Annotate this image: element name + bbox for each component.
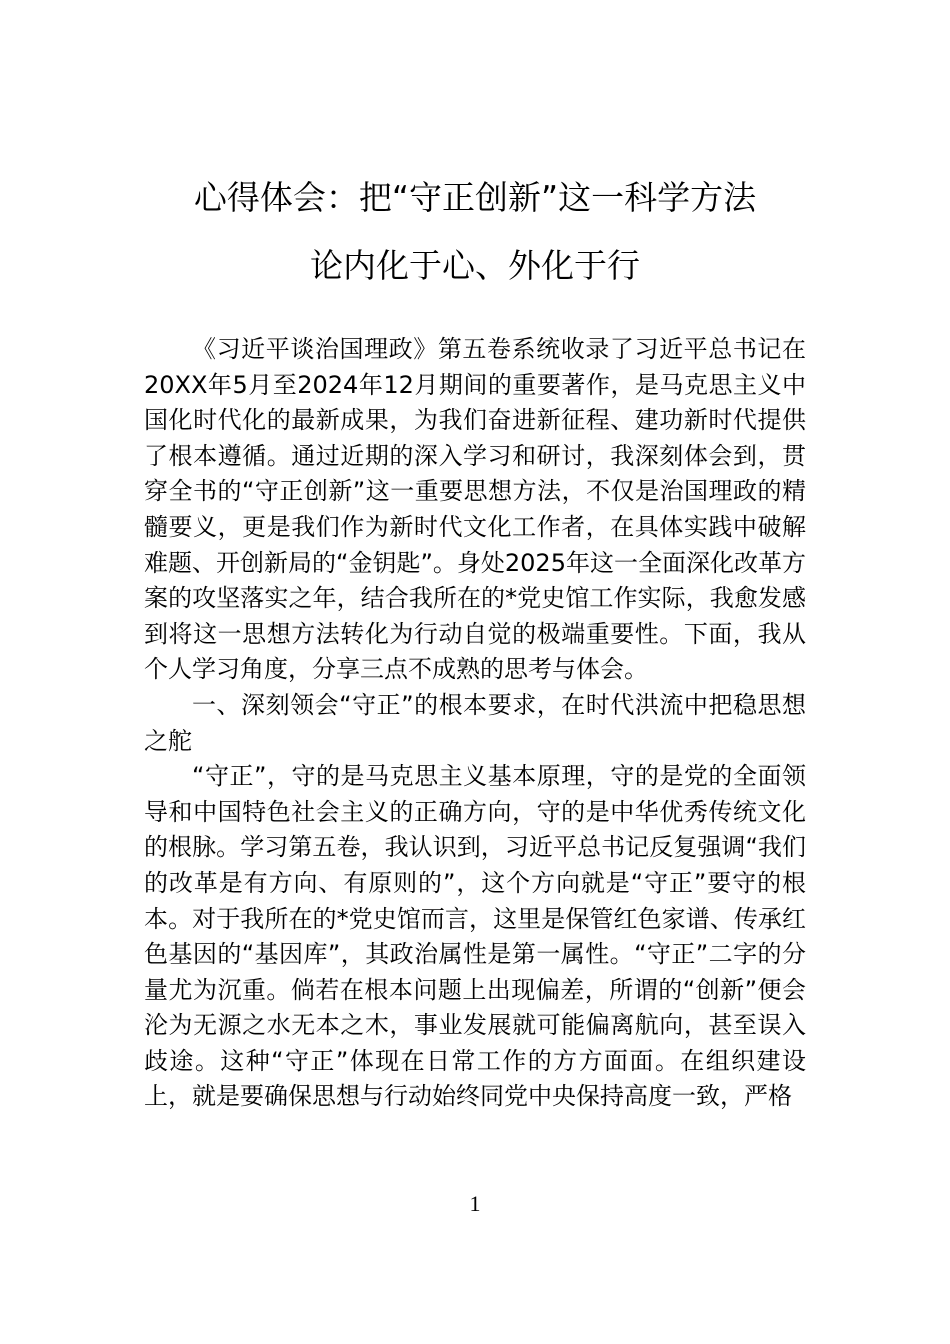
intro-paragraph: 《习近平谈治国理政》第五卷系统收录了习近平总书记在20XX年5月至2024年12月期间的重要著作，是马克思主义中国化时代化的最新成果，为我们奋进新征程、建功新时代提供了根本遵循。通过近期的深入学习和研讨，我深刻体会到，贯穿全书的“守正创新”这一重要思想方法，不仅是治国理政的精髓要义，更是我们作为新时代文化工作者，在具体实践中破解难题、开创新局的“金钥匙”。身处2025年这一全面深化改革方案的攻坚落实之年，结合我所在的*党史馆工作实际，我愈发感到将这一思想方法转化为行动自觉的极端重要性。下面，我从个人学习角度，分享三点不成熟的思考与体会。	[144, 335, 806, 684]
document-title-line-2: 论内化于心、外化于行	[310, 246, 640, 285]
document-body	[144, 332, 806, 1115]
section-paragraph-1: “守正”，守的是马克思主义基本原理，守的是党的全面领导和中国特色社会主义的正确方向，守的是中华优秀传统文化的根脉。学习第五卷，我认识到，习近平总书记反复强调“我们的改革是有方向、有原则的”，这个方向就是“守正”要守的根本。对于我所在的*党史馆而言，这里是保管红色家谱、传承红色基因的“基因库”，其政治属性是第一属性。“守正”二字的分量尤为沉重。倘若在根本问题上出现偏差，所谓的“创新”便会沦为无源之水无本之木，事业发展就可能偏离航向，甚至误入歧途。这种“守正”体现在日常工作的方方面面。在组织建设上，就是要确保思想与行动始终同党中央保持高度一致，严格	[144, 762, 806, 1111]
document-title-line-1: 心得体会：把“守正创新”这一科学方法	[193, 178, 757, 217]
section-heading-1: 一、深刻领会“守正”的根本要求，在时代洪流中把稳思想之舵	[144, 690, 806, 755]
page-number: 1	[469, 1191, 481, 1216]
